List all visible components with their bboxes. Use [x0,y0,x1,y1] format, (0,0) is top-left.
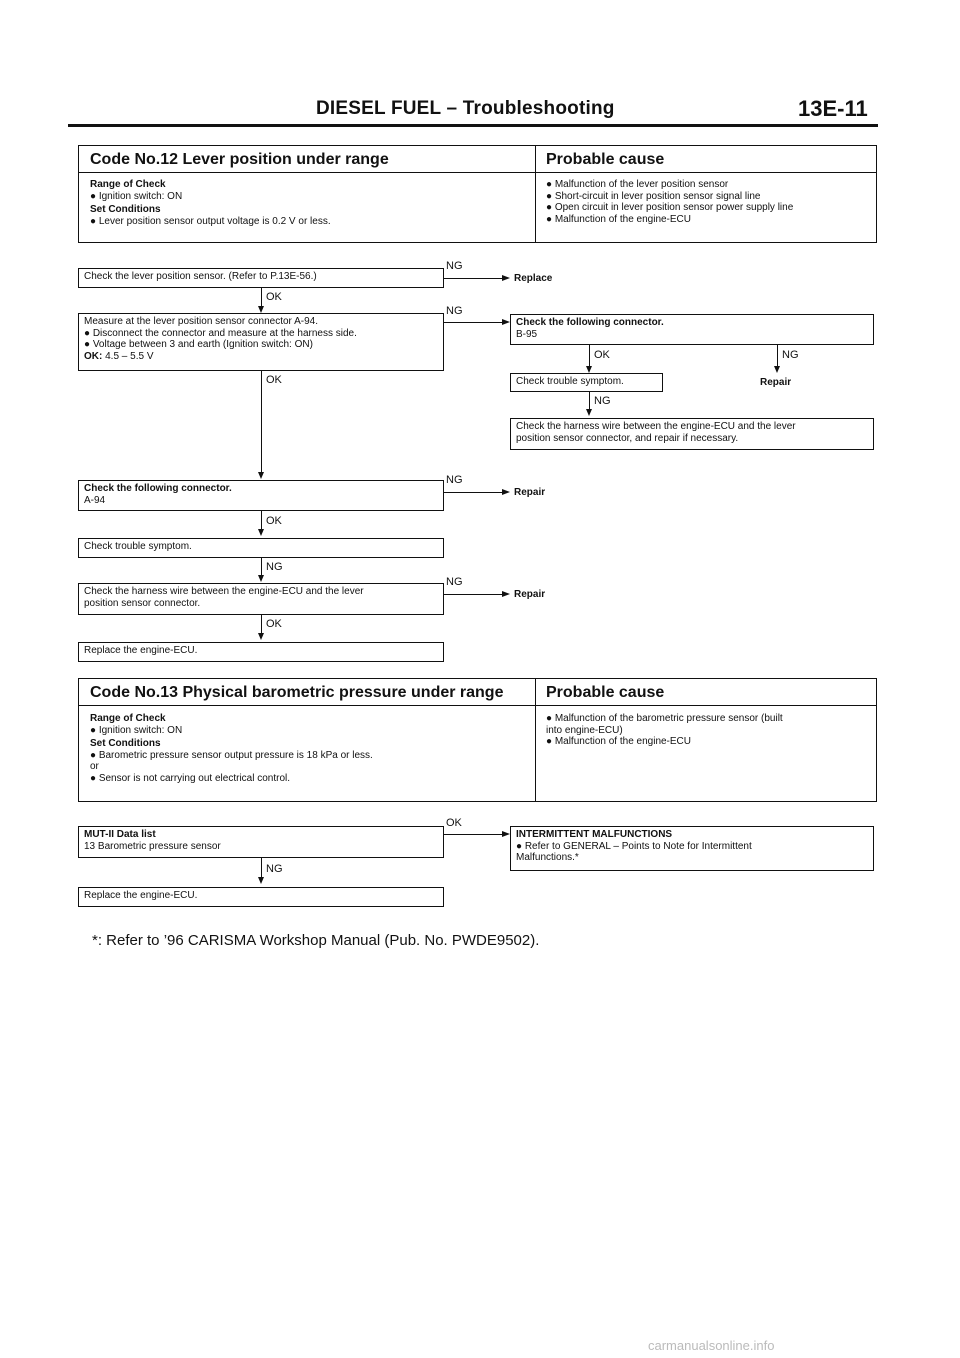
ng-connector [444,492,502,493]
mut-data-list-item: 13 Barometric pressure sensor [84,840,221,852]
ng-label: NG [446,260,463,272]
arrow-down [258,877,264,884]
code13-cause-item: ● Malfunction of the barometric pressure sensor (built [546,713,783,724]
arrow-right [502,275,510,281]
code12-cause-item: ● Open circuit in lever position sensor power supply line [546,202,794,213]
intermittent-line: ● Refer to GENERAL – Points to Note for Intermittent [516,840,752,852]
ng-label: NG [266,863,283,875]
ng-label: NG [594,395,611,407]
code12-set-label: Set Conditions [90,204,161,215]
trouble-2-text: Check trouble symptom. [84,541,192,552]
measure-line: Measure at the lever position sensor connector A-94. [84,316,319,327]
ok-label: OK [594,349,610,361]
ng-connector [444,278,502,279]
code13-set-item: ● Barometric pressure sensor output pressure is 18 kPa or less. [90,749,373,761]
step-mut-data-list [78,826,444,858]
code13-set-item: ● Sensor is not carrying out electrical control. [90,772,291,784]
arrow-down [258,633,264,640]
code12-table [78,145,877,243]
ok-label: OK [266,515,282,527]
arrow-down [258,306,264,313]
measure-ok-line [84,351,438,363]
code13-title: Code No.13 Physical barometric pressure under range [90,684,504,701]
step-check-trouble-2 [78,538,444,558]
step-replace-ecu-13 [78,887,444,907]
harness-1-line: position sensor connector, and repair if necessary. [516,432,739,444]
code13-cause-item: ● Malfunction of the engine-ECU [546,736,692,747]
ng-label: NG [266,561,283,573]
arrow-down [258,529,264,536]
measure-line: ● Voltage between 3 and earth (Ignition switch: ON) [84,339,313,350]
replace-ecu-13-text: Replace the engine-ECU. [84,890,198,901]
code12-conditions [90,179,331,227]
intermittent-malfunctions-box [510,826,874,871]
measure-line: ● Disconnect the connector and measure at the harness side. [84,327,357,339]
code13-set-label: Set Conditions [90,738,161,749]
step-measure-connector [78,313,444,371]
code13-causes [546,713,783,748]
connector-b95-title: Check the following connector. [516,317,664,328]
arrow-right [502,489,510,495]
replace-ecu-text: Replace the engine-ECU. [84,645,198,656]
arrow-right [502,591,510,597]
ng-label: NG [446,305,463,317]
code12-cause-title: Probable cause [546,151,665,168]
arrow-right [502,831,510,837]
intermittent-title: INTERMITTENT MALFUNCTIONS [516,829,673,840]
result-replace: Replace [514,273,553,284]
connector-a94-id: A-94 [84,494,106,506]
step-check-harness-1 [510,418,874,450]
ok-connector [444,834,502,835]
code12-range-label: Range of Check [90,179,166,190]
code13-range-item: ● Ignition switch: ON [90,724,183,736]
mut-data-list-title: MUT-II Data list [84,829,156,840]
watermark: carmanualsonline.info [648,1338,775,1353]
code12-cause-item: ● Malfunction of the engine-ECU [546,213,692,225]
arrow-down [258,575,264,582]
ok-label: OK [266,618,282,630]
arrow-down [258,472,264,479]
ok-label: OK [446,817,462,829]
ok-connector [261,371,262,476]
connector-a94-title: Check the following connector. [84,483,232,494]
result-repair: Repair [760,377,792,388]
step-replace-ecu [78,642,444,662]
step-check-lever-sensor [78,268,444,288]
code12-cause-item: ● Short-circuit in lever position sensor signal line [546,190,761,202]
footnote: *: Refer to ’96 CARISMA Workshop Manual (Pub. No. PWDE9502). [92,932,540,949]
code13-table-divider [535,679,536,801]
ok-label: OK [266,291,282,303]
step-check-connector-b95 [510,314,874,345]
result-repair: Repair [514,487,546,498]
arrow-right [502,319,510,325]
trouble-1-text: Check trouble symptom. [516,376,624,387]
code13-set-item: or [90,761,99,772]
measure-ok-value: 4.5 – 5.5 V [102,350,154,362]
code12-title: Code No.12 Lever position under range [90,151,389,168]
step-check-connector-a94 [78,480,444,511]
code13-table [78,678,877,802]
code12-cause-item: ● Malfunction of the lever position sensor [546,179,729,190]
measure-ok-label: OK: [84,350,103,362]
header-rule [68,124,878,127]
code12-causes [546,179,793,225]
ok-label: OK [266,374,282,386]
harness-1-line: Check the harness wire between the engine-ECU and the lever [516,421,796,432]
step-check-lever-sensor-text: Check the lever position sensor. (Refer to P.13E-56.) [84,271,317,282]
intermittent-line: Malfunctions.* [516,852,579,863]
code12-set-item: ● Lever position sensor output voltage is 0.2 V or less. [90,215,331,227]
result-repair: Repair [514,589,546,600]
code13-cause-item: into engine-ECU) [546,724,623,736]
ng-label: NG [446,576,463,588]
step-check-harness-2 [78,583,444,615]
harness-2-line: position sensor connector. [84,597,201,609]
connector-b95-id: B-95 [516,328,538,340]
harness-2-line: Check the harness wire between the engine-ECU and the lever [84,586,364,597]
ng-label: NG [446,474,463,486]
page-number: 13E-11 [798,96,868,121]
ng-label: NG [782,349,799,361]
code13-range-label: Range of Check [90,713,166,724]
code13-cause-title: Probable cause [546,684,665,701]
ng-connector [444,594,502,595]
step-check-trouble-1 [510,373,663,392]
code13-conditions [90,713,373,784]
arrow-down [586,409,592,416]
code12-range-item: ● Ignition switch: ON [90,190,183,202]
arrow-down [774,366,780,373]
code12-table-divider [535,146,536,242]
page-title: DIESEL FUEL – Troubleshooting [316,98,615,119]
arrow-down [586,366,592,373]
ng-connector [444,322,502,323]
